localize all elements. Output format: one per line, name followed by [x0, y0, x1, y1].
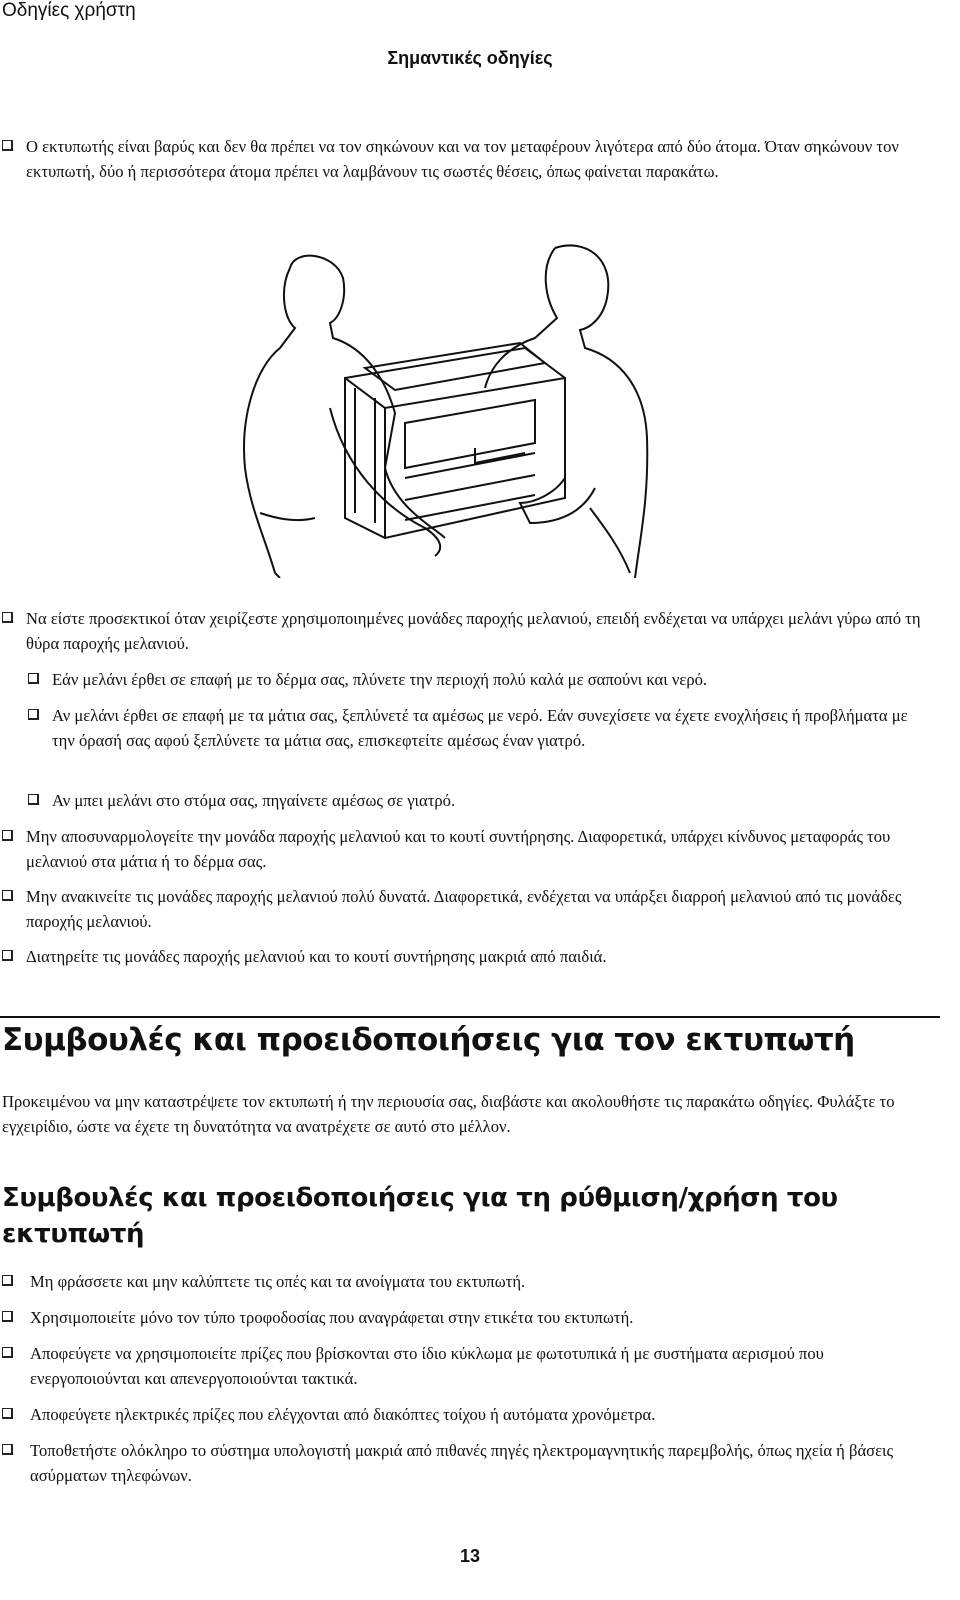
section-title: Σημαντικές οδηγίες: [387, 48, 553, 68]
intro-paragraph: Προκειμένου να μην καταστρέψετε τον εκτυπωτή ή την περιουσία σας, διαβάστε και ακολουθήστε τις παρακάτω οδηγίες. Φυλάξτε το εγχειρίδιο, ώστε να έχετε τη δυνατότητα να ανατρέχετε σε αυτό στο μέλλον.: [2, 1092, 895, 1136]
list-item: Να είστε προσεκτικοί όταν χειρίζεστε χρησιμοποιημένες μονάδες παροχής μελανιού, επειδή ενδέχεται να υπάρχει μελάνι γύρω από τη θύρα παροχής μελανιού.: [2, 607, 937, 656]
sub-list-item: Εάν μελάνι έρθει σε επαφή με το δέρμα σας, πλύνετε την περιοχή πολύ καλά με σαπούνι και νερό.: [28, 668, 933, 693]
list-item: Μην ανακινείτε τις μονάδες παροχής μελανιού πολύ δυνατά. Διαφορετικά, ενδέχεται να υπάρξει διαρροή μελανιού από τις μονάδες παροχής μελανιού.: [2, 885, 937, 934]
sub-list-item: Αν μπει μελάνι στο στόμα σας, πηγαίνετε αμέσως σε γιατρό.: [28, 789, 933, 814]
list-item: Τοποθετήστε ολόκληρο το σύστημα υπολογιστή μακριά από πιθανές πηγές ηλεκτρομαγνητικής παρεμβολής, όπως ηχεία ή βάσεις ασύρματων τηλεφώνων.: [2, 1439, 937, 1488]
list-item: Διατηρείτε τις μονάδες παροχής μελανιού και το κουτί συντήρησης μακριά από παιδιά.: [2, 945, 937, 970]
checkbox-bullet-icon: [2, 1275, 13, 1286]
two-people-lifting-printer-illustration: [235, 238, 655, 578]
heading-printer-tips: Συμβουλές και προειδοποιήσεις για τον εκτυπωτή: [2, 1022, 855, 1058]
list-item: Ο εκτυπωτής είναι βαρύς και δεν θα πρέπει να τον σηκώνουν και να τον μεταφέρουν λιγότερα από δύο άτομα. Όταν σηκώνουν τον εκτυπωτή, δύο ή περισσότερα άτομα πρέπει να λαμβάνουν τις σωστές θέσεις, όπως φαίνεται παρακάτω.: [2, 135, 937, 184]
checkbox-bullet-icon: [2, 830, 13, 841]
sub-list-item: Αν μελάνι έρθει σε επαφή με τα μάτια σας, ξεπλύνετέ τα αμέσως με νερό. Εάν συνεχίσετε να έχετε ενοχλήσεις ή προβλήματα με την όρασή σας αφού ξεπλύνετε τα μάτια σας, επισκεφτείτε αμέσως έναν γιατρό.: [28, 704, 933, 753]
section-divider: [0, 1016, 940, 1018]
list-item: Χρησιμοποιείτε μόνο τον τύπο τροφοδοσίας που αναγράφεται στην ετικέτα του εκτυπωτή.: [2, 1306, 937, 1331]
heading-setup-tips: Συμβουλές και προειδοποιήσεις για τη ρύθμιση/χρήση του εκτυπωτή: [2, 1183, 838, 1249]
checkbox-bullet-icon: [28, 794, 39, 805]
checkbox-bullet-icon: [2, 890, 13, 901]
checkbox-bullet-icon: [2, 1408, 13, 1419]
checkbox-bullet-icon: [28, 709, 39, 720]
list-item: Μην αποσυναρμολογείτε την μονάδα παροχής μελανιού και το κουτί συντήρησης. Διαφορετικά, υπάρχει κίνδυνος μεταφοράς του μελανιού στα μάτια ή το δέρμα σας.: [2, 825, 937, 874]
page-number: 13: [459, 1546, 481, 1566]
checkbox-bullet-icon: [2, 1347, 13, 1358]
list-item: Αποφεύγετε ηλεκτρικές πρίζες που ελέγχονται από διακόπτες τοίχου ή αυτόματα χρονόμετρα.: [2, 1403, 937, 1428]
checkbox-bullet-icon: [2, 950, 13, 961]
list-item: Αποφεύγετε να χρησιμοποιείτε πρίζες που βρίσκονται στο ίδιο κύκλωμα με φωτοτυπικά ή με συστήματα αερισμού που ενεργοποιούνται και απενεργοποιούνται τακτικά.: [2, 1342, 937, 1391]
checkbox-bullet-icon: [2, 1444, 13, 1455]
running-header: Οδηγίες χρήστη: [2, 0, 136, 21]
checkbox-bullet-icon: [2, 612, 13, 623]
checkbox-bullet-icon: [2, 1311, 13, 1322]
list-item: Μη φράσσετε και μην καλύπτετε τις οπές και τα ανοίγματα του εκτυπωτή.: [2, 1270, 937, 1295]
checkbox-bullet-icon: [28, 673, 39, 684]
checkbox-bullet-icon: [2, 140, 13, 151]
